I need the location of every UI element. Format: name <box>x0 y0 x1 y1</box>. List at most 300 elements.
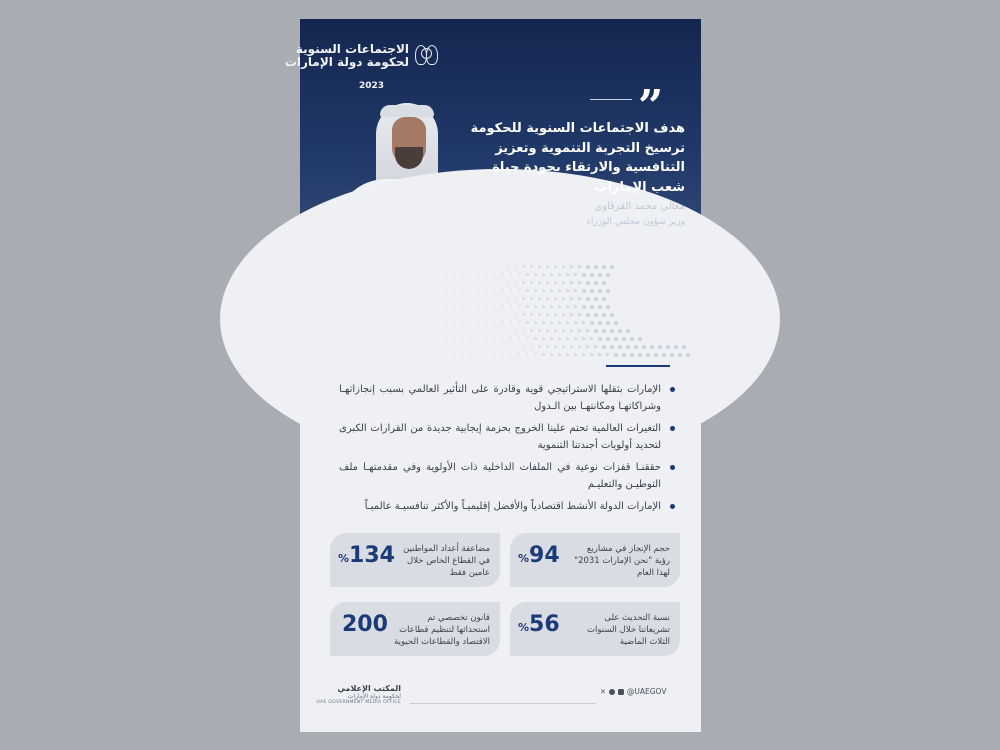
decorative-dot <box>490 313 492 315</box>
speaker-name: معالي محمد القرقاوي <box>594 201 685 212</box>
decorative-dot <box>474 329 476 331</box>
decorative-dot <box>502 289 504 291</box>
decorative-dot <box>546 313 549 316</box>
decorative-dot <box>482 345 484 347</box>
decorative-dot <box>522 265 525 268</box>
decorative-dot <box>478 353 480 355</box>
decorative-dot <box>654 353 658 357</box>
decorative-dot <box>446 321 448 323</box>
decorative-dot <box>534 273 537 276</box>
decorative-dot <box>542 337 545 340</box>
decorative-dot <box>490 345 492 347</box>
decorative-dot <box>518 337 520 339</box>
decorative-dot <box>558 353 561 356</box>
decorative-dot <box>494 273 496 275</box>
decorative-dot <box>558 289 561 292</box>
stat-value: 200 <box>342 612 388 637</box>
decorative-dot <box>554 265 557 268</box>
decorative-dot <box>538 329 541 332</box>
uae-emblem-icon <box>415 39 437 69</box>
decorative-dot <box>522 313 525 316</box>
decorative-dot <box>602 265 606 269</box>
bullet-icon <box>670 465 675 470</box>
decorative-dot <box>546 281 549 284</box>
decorative-dot <box>534 337 537 340</box>
decorative-dot <box>526 353 528 355</box>
decorative-dot <box>606 273 610 277</box>
decorative-dot <box>554 281 557 284</box>
decorative-dot <box>598 305 602 309</box>
decorative-dot <box>610 313 614 317</box>
list-item: الإمارات بثقلها الاستراتيجي قوية وقادرة على التأثير العالمي بسبب إنجازاتهـا وشراكاتهـا ومكانتهـا بين الـدول <box>339 381 669 415</box>
stat-card-new-laws <box>330 602 500 656</box>
decorative-dot <box>598 321 602 325</box>
decorative-dot <box>482 313 484 315</box>
decorative-dot <box>458 265 460 267</box>
list-item: التغيرات العالمية تحتم علينا الخروج بحزمة إيجابية جديدة من القرارات الكبرى لتحديد أولويات أجندتنا التنموية <box>339 420 669 454</box>
decorative-dot <box>546 345 549 348</box>
instagram-icon[interactable] <box>609 689 615 695</box>
decorative-dot <box>578 345 581 348</box>
decorative-dot <box>474 345 476 347</box>
decorative-dot <box>586 313 590 317</box>
decorative-dot <box>498 265 500 267</box>
decorative-dot <box>594 329 598 333</box>
decorative-dot <box>566 337 569 340</box>
decorative-dot <box>538 297 541 300</box>
decorative-dot <box>454 321 456 323</box>
decorative-dot <box>582 321 585 324</box>
section-divider <box>606 365 670 367</box>
decorative-dot <box>470 321 472 323</box>
decorative-dot <box>454 337 456 339</box>
key-points-list <box>339 381 669 520</box>
decorative-dot <box>506 313 508 315</box>
decorative-dot <box>606 289 610 293</box>
decorative-dot <box>486 273 488 275</box>
decorative-dot <box>482 329 484 331</box>
decorative-dot <box>566 321 569 324</box>
list-item: الإمارات الدولة الأنشط اقتصادياً والأفضل إقليميـاً والأكثر تنافسيـة عالميـاً <box>339 498 669 515</box>
decorative-dot <box>626 329 630 333</box>
decorative-dot <box>490 297 492 299</box>
decorative-dot <box>530 297 533 300</box>
decorative-dot <box>542 289 545 292</box>
decorative-dot <box>474 297 476 299</box>
decorative-dot <box>582 337 585 340</box>
decorative-dot <box>482 265 484 267</box>
decorative-dot <box>618 329 622 333</box>
decorative-dot <box>638 353 642 357</box>
decorative-dot <box>494 337 496 339</box>
quote-text: هدف الاجتماعات السنوية للحكومة ترسيخ التجربة التنموية وتعزيز التنافسية والارتقاء بجودة حياة شعب الإمارات <box>470 121 685 195</box>
decorative-dot <box>566 273 569 276</box>
decorative-dot <box>498 329 500 331</box>
decorative-dot <box>494 321 496 323</box>
decorative-dot <box>550 321 553 324</box>
decorative-dot <box>486 321 488 323</box>
decorative-dot <box>522 297 525 300</box>
decorative-dot <box>574 337 577 340</box>
decorative-dot <box>442 281 444 283</box>
decorative-dot <box>562 329 565 332</box>
decorative-dot <box>602 345 606 349</box>
decorative-dot <box>590 321 594 325</box>
decorative-dot <box>462 337 464 339</box>
stat-value: %56 <box>518 612 560 637</box>
decorative-dot <box>658 345 662 349</box>
stat-label: حجم الإنجاز في مشاريع رؤية "نحن الإمارات 2031" لهذا العام <box>574 544 670 578</box>
decorative-dot <box>630 337 634 341</box>
decorative-dot <box>578 265 581 268</box>
stat-value: %134 <box>338 543 395 568</box>
decorative-dot <box>466 281 468 283</box>
bullet-icon <box>670 387 675 392</box>
decorative-dot <box>518 321 520 323</box>
decorative-dot <box>614 353 618 357</box>
decorative-dot <box>502 353 504 355</box>
decorative-dot <box>550 353 553 356</box>
decorative-dot <box>522 329 524 331</box>
decorative-dot <box>498 313 500 315</box>
decorative-dot <box>458 313 460 315</box>
decorative-dot <box>574 305 577 308</box>
decorative-dot <box>550 337 553 340</box>
decorative-dot <box>442 265 444 267</box>
decorative-dot <box>546 265 549 268</box>
decorative-dot <box>670 353 674 357</box>
decorative-dot <box>466 345 468 347</box>
decorative-dot <box>502 273 504 275</box>
decorative-dot <box>450 281 452 283</box>
stat-card-projects <box>510 533 680 587</box>
decorative-dot <box>610 265 614 269</box>
decorative-dot <box>442 297 444 299</box>
decorative-dot <box>458 281 460 283</box>
decorative-dot <box>590 353 593 356</box>
decorative-dot <box>450 265 452 267</box>
decorative-dot <box>578 297 581 300</box>
decorative-dot <box>554 313 557 316</box>
decorative-dot <box>454 305 456 307</box>
decorative-dot <box>454 289 456 291</box>
decorative-dot <box>530 313 533 316</box>
decorative-dot <box>474 313 476 315</box>
decorative-dot <box>466 329 468 331</box>
decorative-dot <box>530 265 533 268</box>
decorative-dot <box>534 353 536 355</box>
decorative-dot <box>686 353 690 357</box>
decorative-dot <box>570 281 573 284</box>
decorative-dot <box>610 329 614 333</box>
decorative-dot <box>566 305 569 308</box>
decorative-dot <box>538 265 541 268</box>
decorative-dot <box>442 313 444 315</box>
bullet-icon <box>670 426 675 431</box>
speaker-role: وزير شؤون مجلس الوزراء <box>586 217 685 227</box>
decorative-dot <box>554 297 557 300</box>
decorative-dot <box>458 329 460 331</box>
decorative-dot <box>566 289 569 292</box>
decorative-dot <box>594 265 598 269</box>
decorative-dot <box>538 281 541 284</box>
event-logo <box>284 35 439 95</box>
decorative-dot <box>494 289 496 291</box>
decorative-dot <box>458 345 460 347</box>
decorative-dot <box>582 353 585 356</box>
stat-label: مضاعفة أعداد المواطنين في القطاع الخاص خلال عامين فقط <box>403 544 490 578</box>
decorative-dot <box>514 329 516 331</box>
decorative-dot <box>574 321 577 324</box>
quote-mark-icon: ” <box>638 81 664 132</box>
decorative-dot <box>586 297 590 301</box>
decorative-dot <box>466 297 468 299</box>
decorative-dot <box>446 273 448 275</box>
decorative-dot <box>562 313 565 316</box>
decorative-dot <box>522 345 524 347</box>
decorative-dot <box>542 305 545 308</box>
decorative-dot <box>474 265 476 267</box>
decorative-dot <box>530 281 533 284</box>
x-icon[interactable]: ✕ <box>600 687 606 696</box>
decorative-dot <box>518 353 520 355</box>
social-handle[interactable]: @UAEGOV <box>626 687 667 696</box>
decorative-dot <box>494 353 496 355</box>
decorative-dot <box>478 305 480 307</box>
decorative-dot <box>470 273 472 275</box>
decorative-dot <box>558 337 561 340</box>
decorative-dot <box>590 273 594 277</box>
decorative-dot <box>490 265 492 267</box>
decorative-dot <box>450 297 452 299</box>
decorative-dot <box>466 313 468 315</box>
decorative-dot <box>498 345 500 347</box>
decorative-dot <box>574 289 577 292</box>
decorative-dot <box>462 305 464 307</box>
decorative-dot <box>514 313 516 315</box>
decorative-dot <box>446 289 448 291</box>
decorative-dot <box>470 337 472 339</box>
decorative-dot <box>610 345 614 349</box>
stat-card-legislation-update <box>510 602 680 656</box>
decorative-dot <box>650 345 654 349</box>
decorative-dot <box>582 305 586 309</box>
decorative-dot <box>598 353 601 356</box>
decorative-dot <box>470 289 472 291</box>
decorative-dot <box>494 305 496 307</box>
youtube-icon[interactable] <box>618 689 624 695</box>
decorative-dot <box>602 297 606 301</box>
decorative-dot <box>470 353 472 355</box>
decorative-dot <box>502 321 504 323</box>
event-year: 2023 <box>358 81 384 91</box>
decorative-dot <box>662 353 666 357</box>
decorative-dot <box>510 321 512 323</box>
decorative-dot <box>590 305 594 309</box>
decorative-dot <box>614 337 618 341</box>
decorative-dot <box>462 289 464 291</box>
decorative-dot <box>514 281 516 283</box>
bullet-icon <box>670 504 675 509</box>
decorative-dot <box>518 289 520 291</box>
decorative-dot <box>510 289 512 291</box>
decorative-dot <box>542 321 545 324</box>
decorative-dot <box>558 273 561 276</box>
decorative-dot <box>486 289 488 291</box>
decorative-dot <box>574 353 577 356</box>
decorative-dot <box>478 289 480 291</box>
decorative-dot <box>526 321 529 324</box>
decorative-dot <box>594 297 598 301</box>
decorative-dot <box>574 273 577 276</box>
decorative-dot <box>594 281 598 285</box>
decorative-dot <box>534 289 537 292</box>
decorative-dot <box>482 281 484 283</box>
decorative-dot <box>570 345 573 348</box>
decorative-dot <box>550 305 553 308</box>
decorative-dot <box>594 345 597 348</box>
decorative-dot <box>498 297 500 299</box>
decorative-dot <box>478 337 480 339</box>
quote-divider <box>590 99 632 100</box>
decorative-dot <box>578 313 581 316</box>
stat-value: %94 <box>518 543 560 568</box>
decorative-dot <box>510 305 512 307</box>
decorative-dot <box>642 345 646 349</box>
decorative-dot <box>462 321 464 323</box>
dot-pattern <box>418 265 698 369</box>
decorative-dot <box>582 289 586 293</box>
decorative-dot <box>546 297 549 300</box>
decorative-dot <box>458 297 460 299</box>
decorative-dot <box>506 265 508 267</box>
decorative-dot <box>454 353 456 355</box>
decorative-dot <box>478 321 480 323</box>
decorative-dot <box>606 337 610 341</box>
decorative-dot <box>466 265 468 267</box>
decorative-dot <box>486 353 488 355</box>
decorative-dot <box>534 321 537 324</box>
decorative-dot <box>526 337 528 339</box>
decorative-dot <box>530 345 532 347</box>
decorative-dot <box>602 281 606 285</box>
decorative-dot <box>586 329 589 332</box>
decorative-dot <box>674 345 678 349</box>
decorative-dot <box>578 329 581 332</box>
decorative-dot <box>614 321 618 325</box>
decorative-dot <box>618 345 622 349</box>
decorative-dot <box>490 329 492 331</box>
decorative-dot <box>538 345 541 348</box>
decorative-dot <box>634 345 638 349</box>
decorative-dot <box>570 297 573 300</box>
decorative-dot <box>506 329 508 331</box>
decorative-dot <box>486 337 488 339</box>
decorative-dot <box>542 353 545 356</box>
decorative-dot <box>470 305 472 307</box>
decorative-dot <box>606 353 609 356</box>
decorative-dot <box>554 345 557 348</box>
decorative-dot <box>538 313 541 316</box>
decorative-dot <box>602 313 606 317</box>
decorative-dot <box>598 337 602 341</box>
decorative-dot <box>502 305 504 307</box>
decorative-dot <box>518 305 520 307</box>
social-links <box>600 687 666 696</box>
decorative-dot <box>510 353 512 355</box>
decorative-dot <box>570 265 573 268</box>
media-office-logo: المكتب الإعلامي لحكومة دولة الإمارات UAE GOVERNMENT MEDIA OFFICE <box>316 684 401 705</box>
decorative-dot <box>526 305 529 308</box>
decorative-dot <box>550 289 553 292</box>
decorative-dot <box>514 265 516 267</box>
decorative-dot <box>542 273 545 276</box>
decorative-dot <box>454 273 456 275</box>
decorative-dot <box>562 297 565 300</box>
decorative-dot <box>666 345 670 349</box>
decorative-dot <box>626 345 630 349</box>
decorative-dot <box>598 289 602 293</box>
decorative-dot <box>562 281 565 284</box>
decorative-dot <box>530 329 533 332</box>
decorative-dot <box>546 329 549 332</box>
event-title: الاجتماعات السنوية لحكومة دولة الإمارات <box>284 42 409 69</box>
stat-card-emiratization <box>330 533 500 587</box>
decorative-dot <box>462 273 464 275</box>
stat-label: نسبة التحديث على تشريعاتنا خلال السنوات الثلاث الماضية <box>587 613 670 647</box>
decorative-dot <box>534 305 537 308</box>
decorative-dot <box>590 289 594 293</box>
decorative-dot <box>586 345 589 348</box>
decorative-dot <box>606 305 610 309</box>
decorative-dot <box>562 345 565 348</box>
decorative-dot <box>446 305 448 307</box>
decorative-dot <box>682 345 686 349</box>
decorative-dot <box>590 337 593 340</box>
decorative-dot <box>446 337 448 339</box>
decorative-dot <box>526 273 529 276</box>
decorative-dot <box>570 313 573 316</box>
decorative-dot <box>514 345 516 347</box>
decorative-dot <box>522 281 525 284</box>
decorative-dot <box>570 329 573 332</box>
decorative-dot <box>606 321 610 325</box>
decorative-dot <box>490 281 492 283</box>
decorative-dot <box>598 273 602 277</box>
decorative-dot <box>566 353 569 356</box>
decorative-dot <box>554 329 557 332</box>
decorative-dot <box>578 281 581 284</box>
decorative-dot <box>450 329 452 331</box>
decorative-dot <box>622 337 626 341</box>
decorative-dot <box>510 273 512 275</box>
decorative-dot <box>550 273 553 276</box>
decorative-dot <box>602 329 606 333</box>
decorative-dot <box>498 281 500 283</box>
decorative-dot <box>638 337 642 341</box>
decorative-dot <box>450 313 452 315</box>
decorative-dot <box>514 297 516 299</box>
infographic-poster <box>284 19 701 732</box>
decorative-dot <box>558 305 561 308</box>
footer-divider <box>410 703 596 704</box>
decorative-dot <box>622 353 626 357</box>
decorative-dot <box>478 273 480 275</box>
decorative-dot <box>506 345 508 347</box>
decorative-dot <box>518 273 520 275</box>
list-item: حققنـا قفزات نوعية في الملفات الداخلية ذات الأولوية وفي مقدمتهـا ملف التوطيـن والتعليـم <box>339 459 669 493</box>
decorative-dot <box>586 281 590 285</box>
